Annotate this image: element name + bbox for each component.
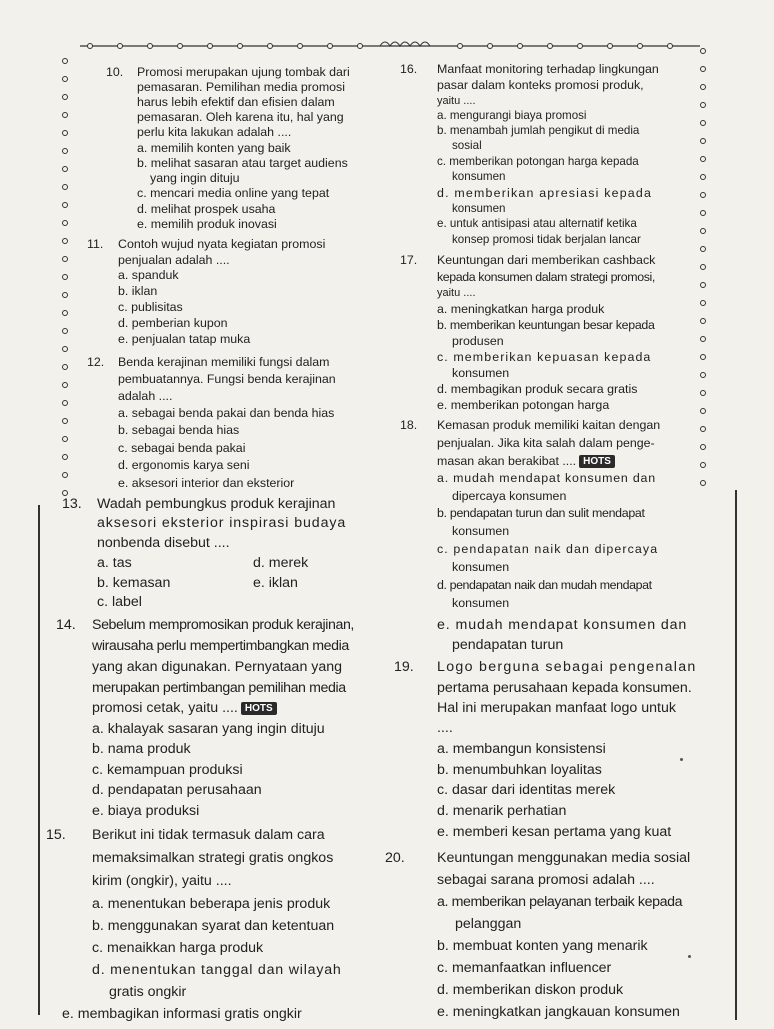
question-text: Benda kerajinan memiliki fungsi dalam [118,355,330,369]
question-text: promosi cetak, yaitu .... [92,700,238,716]
question-text: Contoh wujud nyata kegiatan promosi [118,237,326,251]
question-text: merupakan pertimbangan pemilihan media [92,680,346,696]
answer-option[interactable]: d. pemberian kupon [118,316,228,330]
answer-option[interactable]: a. tas [97,555,132,571]
question-text: masan akan berakibat .... [437,454,577,468]
answer-option[interactable]: b. melihat sasaran atau target audiens [137,156,348,170]
answer-option[interactable]: e. meningkatkan jangkauan konsumen [437,1004,680,1020]
answer-option[interactable]: b. pendapatan turun dan sulit mendapat [437,506,645,520]
answer-option-continuation: konsumen [452,170,506,183]
question-text-line [92,700,277,717]
answer-option[interactable]: d. memberikan diskon produk [437,982,624,998]
answer-option[interactable]: d. menarik perhatian [437,803,567,819]
question-number: 18. [400,418,418,432]
answer-option[interactable]: c. memanfaatkan influencer [437,960,612,976]
question-text: Wadah pembungkus produk kerajinan [97,496,336,512]
question-text: Hal ini merupakan manfaat logo untuk [437,700,676,716]
answer-option[interactable]: d. pendapatan naik dan mudah mendapat [437,578,652,592]
answer-option[interactable]: c. publisitas [118,300,183,314]
answer-option[interactable]: b. menambah jumlah pengikut di media [437,124,640,137]
answer-option[interactable]: c. pendapatan naik dan dipercaya [437,542,659,556]
answer-option[interactable]: d. menentukan tanggal dan wilayah [92,962,342,978]
question-number: 13. [62,496,82,512]
answer-option[interactable]: c. menaikkan harga produk [92,940,264,956]
answer-option[interactable]: b. menggunakan syarat dan ketentuan [92,918,335,934]
hots-badge: HOTS [579,455,615,468]
answer-option[interactable]: e. iklan [253,575,298,591]
answer-option[interactable]: e. memberikan potongan harga [437,398,610,412]
question-text: pemasaran. Oleh karena itu, hal yang [137,110,344,124]
answer-option[interactable]: d. merek [253,555,309,571]
answer-option[interactable]: d. melihat prospek usaha [137,202,276,216]
question-number: 10. [106,65,124,79]
answer-option[interactable]: b. nama produk [92,741,191,757]
question-text: .... [437,720,453,736]
question-text: Promosi merupakan ujung tombak dari [137,65,350,79]
answer-option[interactable]: a. menentukan beberapa jenis produk [92,896,331,912]
question-text: pertama perusahaan kepada konsumen. [437,680,692,696]
answer-option[interactable]: e. membagikan informasi gratis ongkir [62,1006,302,1022]
answer-option[interactable]: a. khalayak sasaran yang ingin dituju [92,721,325,737]
answer-option[interactable]: e. mudah mendapat konsumen dan [437,617,688,633]
question-number: 16. [400,62,418,76]
speck [680,758,683,761]
question-text: Sebelum mempromosikan produk kerajinan, [92,617,354,633]
page-edge-left [38,505,40,1015]
speck [688,955,691,958]
question-text: adalah .... [118,389,173,403]
answer-option-continuation: gratis ongkir [109,984,187,1000]
answer-option[interactable]: e. untuk antisipasi atau alternatif ketika [437,217,637,230]
question-number: 17. [400,253,418,267]
answer-option[interactable]: a. spanduk [118,268,179,282]
answer-option[interactable]: a. memilih konten yang baik [137,141,291,155]
question-text: perlu kita lakukan adalah .... [137,125,292,139]
question-text: penjualan. Jika kita salah dalam penge- [437,436,655,450]
answer-option-continuation: konsumen [452,596,510,610]
answer-option[interactable]: d. membagikan produk secara gratis [437,382,638,396]
question-text: pasar dalam konteks promosi produk, [437,78,644,92]
answer-option-continuation: pelanggan [455,916,522,932]
question-text: Berikut ini tidak termasuk dalam cara [92,827,325,843]
question-text: kirim (ongkir), yaitu .... [92,873,232,889]
question-number: 14. [56,617,76,633]
spiral-binding-left [58,55,72,515]
answer-option[interactable]: e. memberi kesan pertama yang kuat [437,824,672,840]
page-edge-right [735,490,737,1020]
question-text: kepada konsumen dalam strategi promosi, [437,270,655,284]
answer-option-continuation: produsen [452,334,504,348]
question-text: yang akan digunakan. Pernyataan yang [92,659,343,675]
answer-option[interactable]: e. biaya produksi [92,803,200,819]
answer-option[interactable]: e. aksesori interior dan eksterior [118,476,295,490]
answer-option[interactable]: a. mengurangi biaya promosi [437,109,587,122]
answer-option[interactable]: a. meningkatkan harga produk [437,302,605,316]
question-number: 12. [87,355,105,369]
answer-option[interactable]: a. memberikan pelayanan terbaik kepada [437,894,683,910]
answer-option[interactable]: b. sebagai benda hias [118,423,240,437]
answer-option-continuation: yang ingin dituju [150,171,240,185]
question-text: sebagai sarana promosi adalah .... [437,872,655,888]
question-number: 19. [394,659,414,675]
question-text: yaitu .... [437,287,476,299]
answer-option[interactable]: c. memberikan kepuasan kepada [437,350,652,364]
answer-option-continuation: konsumen [452,202,506,215]
answer-option-continuation: konsumen [452,366,510,380]
question-text: yaitu .... [437,95,476,107]
answer-option-continuation: konsumen [452,524,510,538]
answer-option[interactable]: d. ergonomis karya seni [118,458,250,472]
answer-option[interactable]: e. memilih produk inovasi [137,217,277,231]
question-text: penjualan adalah .... [118,253,230,267]
answer-option[interactable]: d. memberikan apresiasi kepada [437,186,653,200]
answer-option[interactable]: c. sebagai benda pakai [118,441,246,455]
answer-option[interactable]: b. iklan [118,284,158,298]
answer-option[interactable]: b. memberikan keuntungan besar kepada [437,318,655,332]
question-text: Keuntungan dari memberikan cashback [437,253,656,267]
answer-option[interactable]: a. mudah mendapat konsumen dan [437,471,656,485]
answer-option[interactable]: c. dasar dari identitas merek [437,782,616,798]
answer-option[interactable]: b. membuat konten yang menarik [437,938,648,954]
question-text: Keuntungan menggunakan media sosial [437,850,691,866]
question-text: nonbenda disebut .... [97,535,230,551]
answer-option[interactable]: c. mencari media online yang tepat [137,186,330,200]
answer-option[interactable]: d. pendapatan perusahaan [92,782,262,798]
question-text-line [437,454,615,468]
answer-option[interactable]: c. memberikan potongan harga kepada [437,155,639,168]
answer-option[interactable]: b. menumbuhkan loyalitas [437,762,602,778]
question-number: 20. [385,850,405,866]
hots-badge: HOTS [241,702,277,715]
question-number: 15. [46,827,66,843]
question-text: pemasaran. Pemilihan media promosi [137,80,345,94]
answer-option[interactable]: a. membangun konsistensi [437,741,606,757]
spiral-binding-right [696,45,710,505]
answer-option[interactable]: a. sebagai benda pakai dan benda hias [118,406,335,420]
question-number: 11. [87,237,104,251]
question-text: memaksimalkan strategi gratis ongkos [92,850,334,866]
answer-option-continuation: sosial [452,139,482,152]
question-text: Manfaat monitoring terhadap lingkungan [437,62,659,76]
answer-option[interactable]: e. penjualan tatap muka [118,332,251,346]
question-text: Kemasan produk memiliki kaitan dengan [437,418,661,432]
answer-option[interactable]: b. kemasan [97,575,171,591]
spiral-binding-top [80,38,700,54]
answer-option-continuation: pendapatan turun [452,637,564,653]
question-text: Logo berguna sebagai pengenalan [437,659,697,675]
question-text: wirausaha perlu mempertimbangkan media [92,638,349,654]
question-text: harus lebih efektif dan efisien dalam [137,95,335,109]
answer-option-continuation: dipercaya konsumen [452,489,567,503]
question-text: pembuatannya. Fungsi benda kerajinan [118,372,336,386]
answer-option[interactable]: c. kemampuan produksi [92,762,243,778]
answer-option-continuation: konsep promosi tidak berjalan lancar [452,233,641,246]
question-text: aksesori eksterior inspirasi budaya [97,515,347,531]
answer-option[interactable]: c. label [97,594,142,610]
answer-option-continuation: konsumen [452,560,510,574]
